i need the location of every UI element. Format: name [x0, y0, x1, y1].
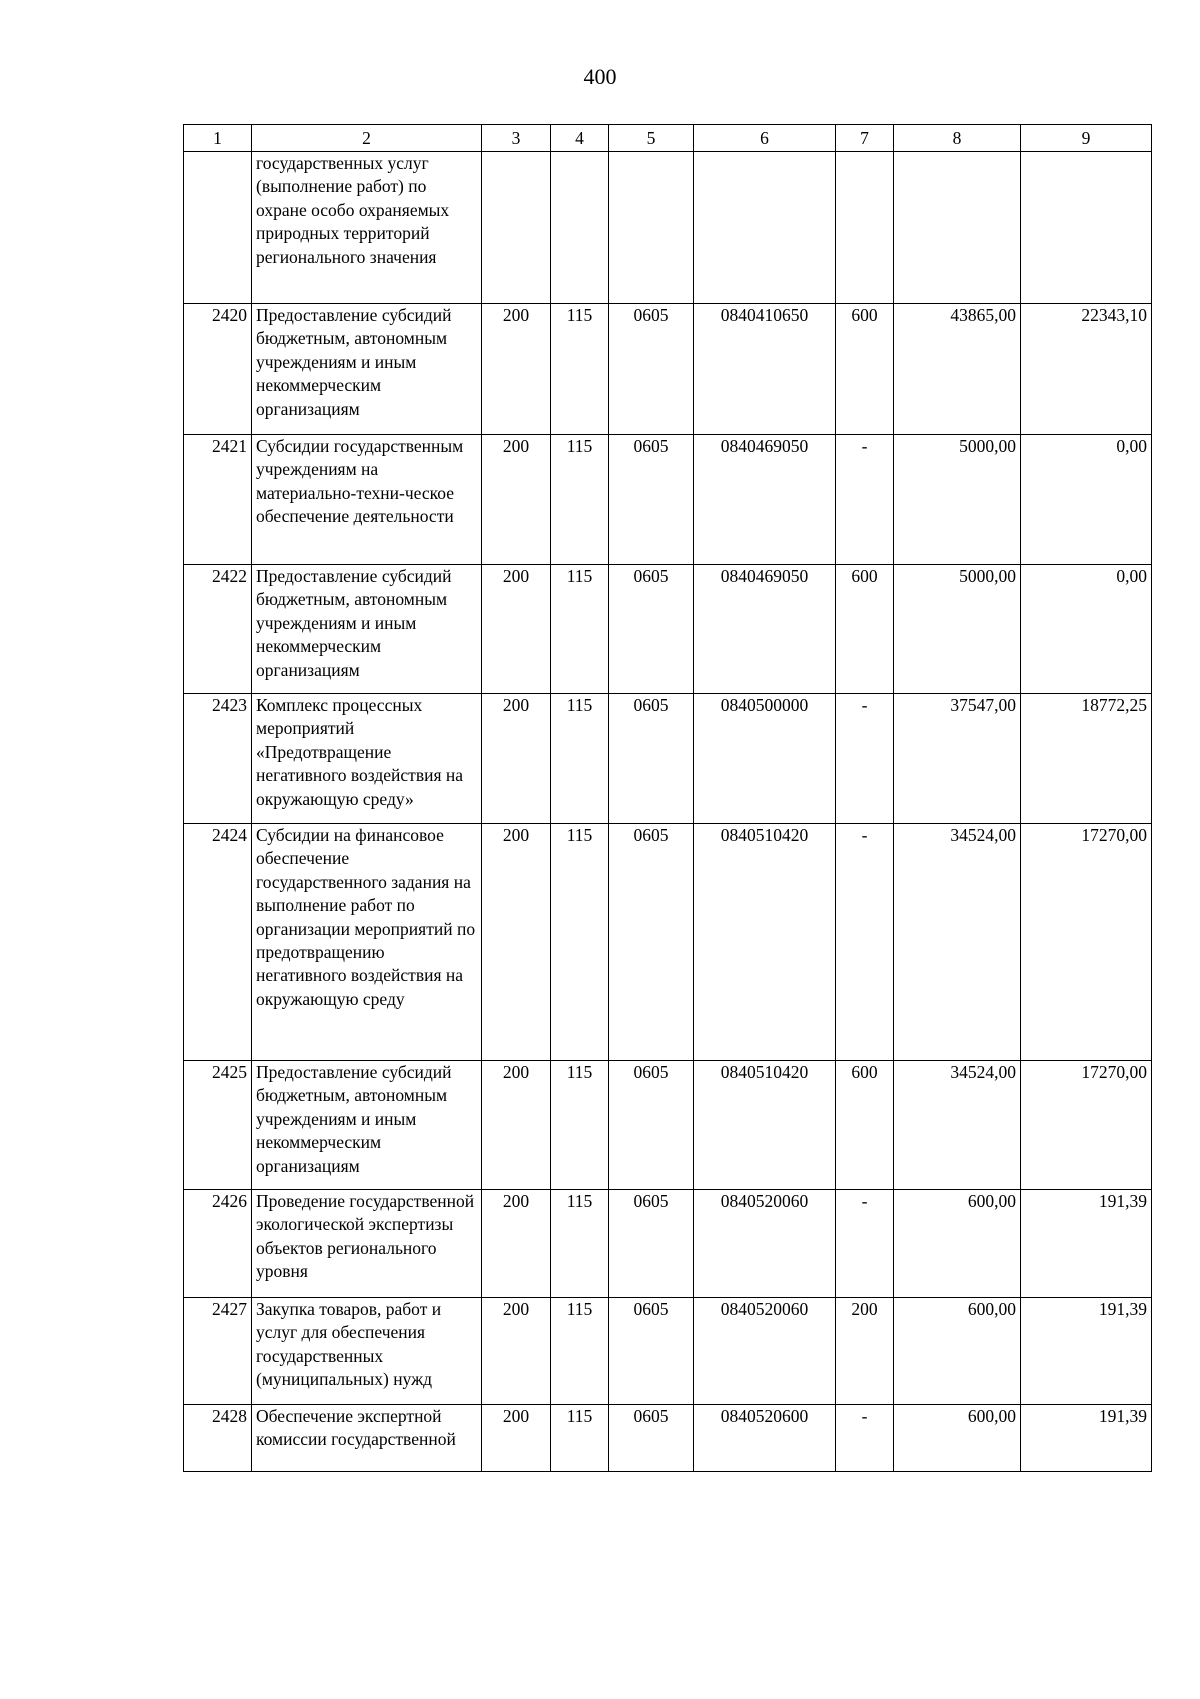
- header-cell: 4: [551, 125, 609, 152]
- col7-value: -: [836, 1405, 894, 1472]
- row-number: 2420: [184, 304, 252, 435]
- col6-value: 0840520600: [694, 1405, 836, 1472]
- col5-value: 0605: [609, 565, 694, 694]
- row-name: Проведение государственной экологической экспертизы объектов регионального уровня: [252, 1190, 482, 1298]
- col3-value: 200: [482, 1405, 551, 1472]
- header-cell: 3: [482, 125, 551, 152]
- col5-value: 0605: [609, 1405, 694, 1472]
- col8-value: [894, 152, 1021, 304]
- header-cell: 8: [894, 125, 1021, 152]
- row-name: Субсидии государственным учреждениям на материально-техни-ческое обеспечение деятельности: [252, 435, 482, 565]
- col8-value: 34524,00: [894, 824, 1021, 1061]
- col9-value: 0,00: [1021, 435, 1152, 565]
- col5-value: 0605: [609, 694, 694, 824]
- col3-value: 200: [482, 824, 551, 1061]
- col6-value: 0840469050: [694, 435, 836, 565]
- col8-value: 34524,00: [894, 1061, 1021, 1190]
- col3-value: 200: [482, 565, 551, 694]
- col3-value: 200: [482, 435, 551, 565]
- col7-value: -: [836, 435, 894, 565]
- header-cell: 7: [836, 125, 894, 152]
- row-number: [184, 152, 252, 304]
- col4-value: 115: [551, 435, 609, 565]
- table-row: [184, 1405, 1152, 1472]
- col3-value: 200: [482, 1190, 551, 1298]
- col9-value: 22343,10: [1021, 304, 1152, 435]
- col8-value: 5000,00: [894, 435, 1021, 565]
- col5-value: 0605: [609, 304, 694, 435]
- table-body: [184, 152, 1152, 1472]
- col6-value: 0840510420: [694, 1061, 836, 1190]
- table-row: [184, 565, 1152, 694]
- header-cell: 6: [694, 125, 836, 152]
- col7-value: -: [836, 824, 894, 1061]
- col5-value: 0605: [609, 824, 694, 1061]
- col9-value: 17270,00: [1021, 1061, 1152, 1190]
- row-number: 2421: [184, 435, 252, 565]
- col5-value: 0605: [609, 1298, 694, 1405]
- header-cell: 1: [184, 125, 252, 152]
- col9-value: 191,39: [1021, 1405, 1152, 1472]
- col3-value: [482, 152, 551, 304]
- row-name: Предоставление субсидий бюджетным, автономным учреждениям и иным некоммерческим организациям: [252, 304, 482, 435]
- table-row: [184, 824, 1152, 1061]
- col7-value: 600: [836, 304, 894, 435]
- col7-value: 600: [836, 565, 894, 694]
- col6-value: 0840510420: [694, 824, 836, 1061]
- col3-value: 200: [482, 694, 551, 824]
- row-name: Закупка товаров, работ и услуг для обеспечения государственных (муниципальных) нужд: [252, 1298, 482, 1405]
- row-name: Предоставление субсидий бюджетным, автономным учреждениям и иным некоммерческим организациям: [252, 565, 482, 694]
- row-number: 2423: [184, 694, 252, 824]
- col7-value: [836, 152, 894, 304]
- col4-value: 115: [551, 1298, 609, 1405]
- row-number: 2425: [184, 1061, 252, 1190]
- table-row: [184, 435, 1152, 565]
- col6-value: 0840410650: [694, 304, 836, 435]
- table-row: [184, 1190, 1152, 1298]
- table-row: [184, 1298, 1152, 1405]
- row-name: Комплекс процессных мероприятий «Предотвращение негативного воздействия на окружающую среду»: [252, 694, 482, 824]
- col9-value: 0,00: [1021, 565, 1152, 694]
- header-cell: 9: [1021, 125, 1152, 152]
- col8-value: 600,00: [894, 1190, 1021, 1298]
- col5-value: 0605: [609, 1061, 694, 1190]
- col9-value: 17270,00: [1021, 824, 1152, 1061]
- col9-value: 18772,25: [1021, 694, 1152, 824]
- table-row: [184, 694, 1152, 824]
- col5-value: 0605: [609, 435, 694, 565]
- col9-value: 191,39: [1021, 1190, 1152, 1298]
- col6-value: 0840520060: [694, 1298, 836, 1405]
- row-name: Обеспечение экспертной комиссии государственной: [252, 1405, 482, 1472]
- col9-value: [1021, 152, 1152, 304]
- budget-table: [183, 124, 1152, 1472]
- col3-value: 200: [482, 304, 551, 435]
- table-row: [184, 304, 1152, 435]
- col7-value: 200: [836, 1298, 894, 1405]
- row-number: 2428: [184, 1405, 252, 1472]
- col6-value: 0840469050: [694, 565, 836, 694]
- header-cell: 2: [252, 125, 482, 152]
- row-number: 2422: [184, 565, 252, 694]
- row-number: 2426: [184, 1190, 252, 1298]
- col7-value: -: [836, 694, 894, 824]
- col3-value: 200: [482, 1298, 551, 1405]
- col7-value: 600: [836, 1061, 894, 1190]
- col4-value: 115: [551, 565, 609, 694]
- row-name: Предоставление субсидий бюджетным, автономным учреждениям и иным некоммерческим организациям: [252, 1061, 482, 1190]
- col7-value: -: [836, 1190, 894, 1298]
- col4-value: [551, 152, 609, 304]
- col8-value: 600,00: [894, 1405, 1021, 1472]
- col4-value: 115: [551, 304, 609, 435]
- col8-value: 5000,00: [894, 565, 1021, 694]
- table-row: [184, 1061, 1152, 1190]
- col6-value: [694, 152, 836, 304]
- col6-value: 0840520060: [694, 1190, 836, 1298]
- col6-value: 0840500000: [694, 694, 836, 824]
- col3-value: 200: [482, 1061, 551, 1190]
- row-number: 2427: [184, 1298, 252, 1405]
- col4-value: 115: [551, 1190, 609, 1298]
- row-number: 2424: [184, 824, 252, 1061]
- col4-value: 115: [551, 1061, 609, 1190]
- header-cell: 5: [609, 125, 694, 152]
- col8-value: 600,00: [894, 1298, 1021, 1405]
- col9-value: 191,39: [1021, 1298, 1152, 1405]
- col5-value: [609, 152, 694, 304]
- header-row: [184, 125, 1152, 152]
- row-name: Субсидии на финансовое обеспечение государственного задания на выполнение работ по организации мероприятий по предотвращению негативного воздействия на окружающую среду: [252, 824, 482, 1061]
- page-number: 400: [583, 64, 617, 89]
- col4-value: 115: [551, 1405, 609, 1472]
- row-name: государственных услуг (выполнение работ) по охране особо охраняемых природных территорий регионального значения: [252, 152, 482, 304]
- col4-value: 115: [551, 824, 609, 1061]
- col8-value: 43865,00: [894, 304, 1021, 435]
- table-row: [184, 152, 1152, 304]
- col8-value: 37547,00: [894, 694, 1021, 824]
- col5-value: 0605: [609, 1190, 694, 1298]
- col4-value: 115: [551, 694, 609, 824]
